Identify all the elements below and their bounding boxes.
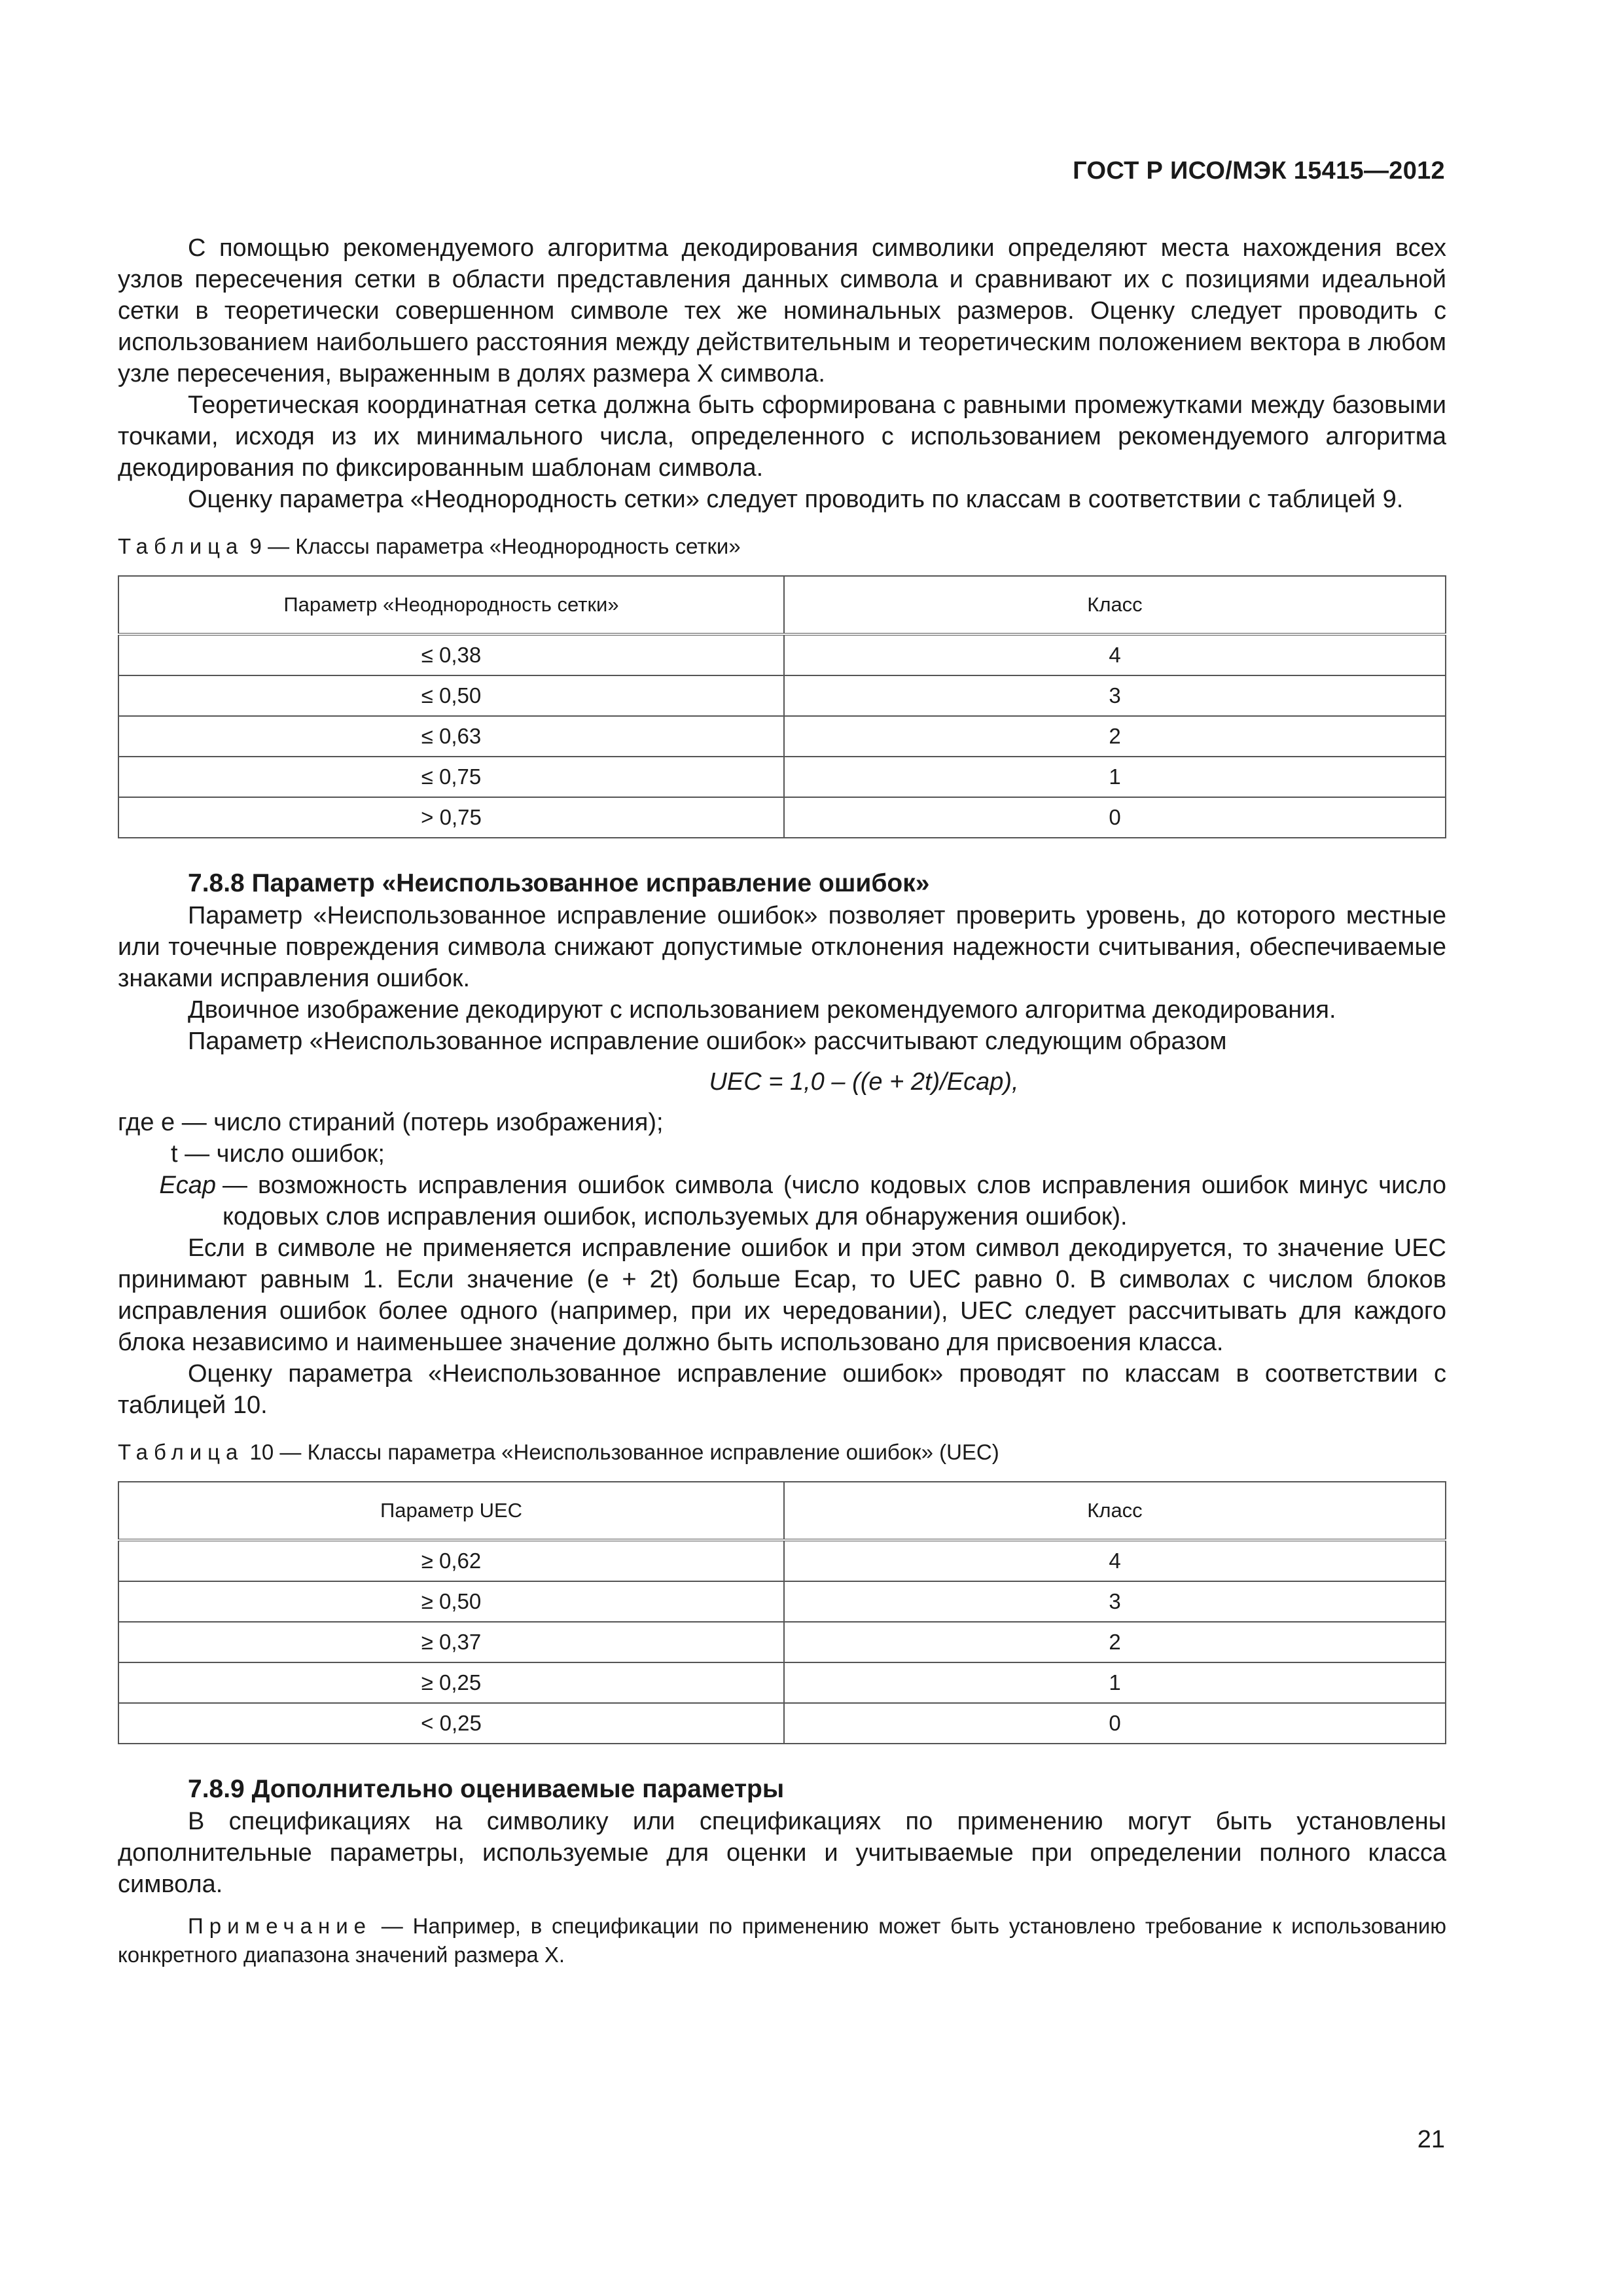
uec-formula: UEC = 1,0 – ((e + 2t)/Ecap), — [709, 1068, 1019, 1096]
page-number: 21 — [1417, 2126, 1445, 2153]
table9-caption — [118, 532, 1446, 561]
table-row — [118, 1540, 1446, 1581]
section788-paragraph-2: Двоичное изображение декодируют с использованием рекомендуемого алгоритма декодирования. — [188, 996, 1336, 1024]
table10-cell-param: ≥ 0,25 — [118, 1662, 784, 1703]
table-row — [118, 1581, 1446, 1622]
table-row — [118, 1662, 1446, 1703]
table10-cell-class: 1 — [784, 1662, 1446, 1703]
page-content — [118, 232, 1446, 1969]
table-row — [118, 757, 1446, 797]
section788-paragraph-1: Параметр «Неиспользованное исправление ошибок» позволяет проверить уровень, до которого местные или точечные повреждения символа снижают допустимые отклонения надежности считывания, обеспечиваемые знаками исправления ошибок. — [118, 902, 1446, 992]
table9-cell-class: 4 — [784, 634, 1446, 675]
table10-header-class: Класс — [784, 1482, 1446, 1540]
table9-cell-param: > 0,75 — [118, 797, 784, 838]
table9-cell-param: ≤ 0,38 — [118, 634, 784, 675]
section789-paragraph-1: В спецификациях на символику или спецификациях по применению могут быть установлены дополнительные параметры, используемые для оценки и учитываемые при определении полного класса символа. — [118, 1808, 1446, 1898]
table10-header-param: Параметр UEC — [118, 1482, 784, 1540]
table10-cell-param: ≥ 0,50 — [118, 1581, 784, 1622]
table-row — [118, 675, 1446, 716]
table9-caption-word: Таблица — [118, 534, 244, 558]
section-7-8-8-heading: 7.8.8 Параметр «Неиспользованное исправление ошибок» — [188, 869, 930, 897]
section788-paragraph-3: Параметр «Неиспользованное исправление ошибок» рассчитывают следующим образом — [188, 1028, 1227, 1055]
definition-t-text: t — число ошибок; — [171, 1140, 385, 1168]
table10-caption-text: 10 — Классы параметра «Неиспользованное исправление ошибок» (UEC) — [243, 1440, 999, 1464]
table10-header-row — [118, 1482, 1446, 1540]
intro-paragraph-1: С помощью рекомендуемого алгоритма декодирования символики определяют места нахождения всех узлов пересечения сетки в области представления данных символа и сравнивают их с позициями идеальной сетки в теоретически совершенном символе тех же номинальных размеров. Оценку следует проводить с использованием наибольшего расстояния между действительным и теоретическим положением вектора в любом узле пересечения, выраженным в долях размера X символа. — [118, 234, 1446, 387]
section-7-8-9-heading: 7.8.9 Дополнительно оцениваемые параметры — [188, 1775, 785, 1803]
note — [118, 1912, 1446, 1969]
standard-header: ГОСТ Р ИСО/МЭК 15415—2012 — [1073, 157, 1445, 185]
where-word: где — [118, 1109, 154, 1136]
section788-paragraph-5: Оценку параметра «Неиспользованное исправление ошибок» проводят по классам в соответствии с таблицей 10. — [118, 1360, 1446, 1419]
table-row — [118, 1622, 1446, 1662]
table10-cell-class: 3 — [784, 1581, 1446, 1622]
table-10 — [118, 1481, 1446, 1744]
table-row — [118, 797, 1446, 838]
table10-caption — [118, 1438, 1446, 1467]
definition-ecap — [118, 1170, 1446, 1232]
table10-cell-param: ≥ 0,37 — [118, 1622, 784, 1662]
table10-cell-param: < 0,25 — [118, 1703, 784, 1744]
table9-cell-class: 3 — [784, 675, 1446, 716]
note-word: Примечание — [188, 1914, 372, 1938]
table9-cell-class: 1 — [784, 757, 1446, 797]
table10-cell-class: 0 — [784, 1703, 1446, 1744]
table9-cell-param: ≤ 0,63 — [118, 716, 784, 757]
table10-caption-word: Таблица — [118, 1440, 244, 1464]
definition-e — [118, 1107, 1446, 1138]
table-row — [118, 634, 1446, 675]
definition-e-text: e — число стираний (потерь изображения); — [161, 1109, 664, 1136]
intro-paragraph-3: Оценку параметра «Неоднородность сетки» следует проводить по классам в соответствии с таблицей 9. — [188, 486, 1404, 513]
definition-ecap-text: — возможность исправления ошибок символа (число кодовых слов исправления ошибок минус число кодовых слов исправления ошибок, используемых для обнаружения ошибок). — [223, 1172, 1446, 1230]
intro-paragraph-2: Теоретическая координатная сетка должна быть сформирована с равными промежутками между базовыми точками, исходя из их минимального числа, определенного с использованием рекомендуемого алгоритма декодирования по фиксированным шаблонам символа. — [118, 391, 1446, 482]
table9-cell-class: 0 — [784, 797, 1446, 838]
table9-cell-param: ≤ 0,50 — [118, 675, 784, 716]
definition-t — [118, 1138, 1446, 1170]
table9-cell-param: ≤ 0,75 — [118, 757, 784, 797]
table10-cell-param: ≥ 0,62 — [118, 1540, 784, 1581]
table9-header-class: Класс — [784, 576, 1446, 634]
table-9 — [118, 575, 1446, 838]
table9-header-row — [118, 576, 1446, 634]
table10-cell-class: 4 — [784, 1540, 1446, 1581]
table9-header-param: Параметр «Неоднородность сетки» — [118, 576, 784, 634]
table9-caption-text: 9 — Классы параметра «Неоднородность сетки» — [243, 534, 741, 558]
note-text: — Например, в спецификации по применению может быть установлено требование к использованию конкретного диапазона значений размера X. — [118, 1914, 1446, 1967]
table-row — [118, 716, 1446, 757]
table-row — [118, 1703, 1446, 1744]
definition-ecap-term: Ecap — [159, 1172, 216, 1199]
table10-cell-class: 2 — [784, 1622, 1446, 1662]
formula-definitions — [118, 1107, 1446, 1232]
section788-paragraph-4: Если в символе не применяется исправление ошибок и при этом символ декодируется, то значение UEC принимают равным 1. Если значение (e + 2t) больше Ecap, то UEC равно 0. В символах с числом блоков исправления ошибок более одного (например, при их чередовании), UEC следует рассчитывать для каждого блока независимо и наименьшее значение должно быть использовано для присвоения класса. — [118, 1234, 1446, 1356]
table9-cell-class: 2 — [784, 716, 1446, 757]
